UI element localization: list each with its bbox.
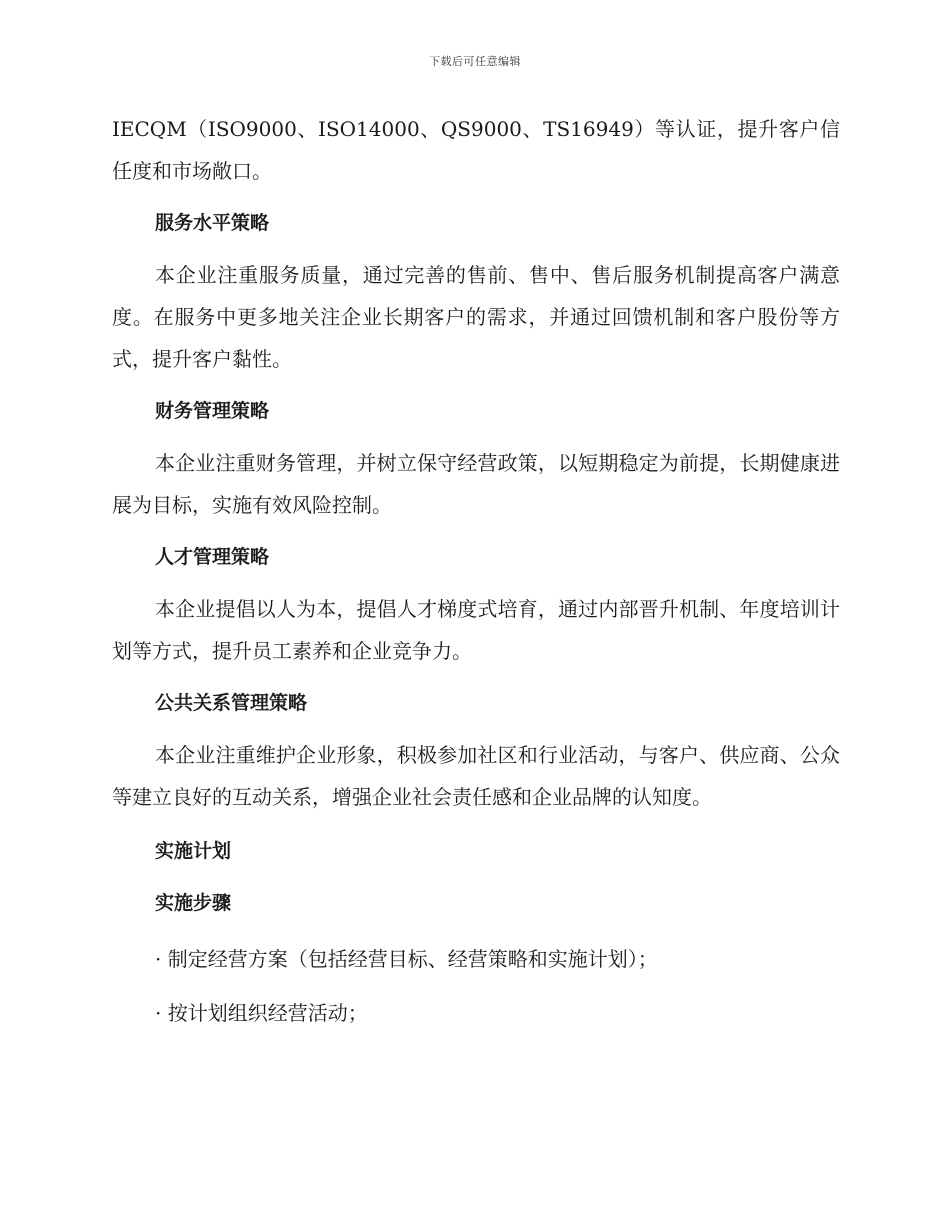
section-heading: 服务水平策略 [155,212,270,234]
section-paragraph: 本企业提倡以人为本，提倡人才梯度式培育，通过内部晋升机制、年度培训计划等方式，提升员工素养和企业竞争力。 [112,597,840,663]
intro-paragraph: IECQM（ISO9000、ISO14000、QS9000、TS16949）等认证，提升客户信任度和市场敞口。 [112,117,840,183]
steps-heading: 实施步骤 [155,892,232,914]
section-heading: 公共关系管理策略 [155,692,308,714]
section-paragraph: 本企业注重财务管理，并树立保守经营政策，以短期稳定为前提，长期健康进展为目标，实施有效风险控制。 [112,451,840,517]
document-body [112,108,840,1046]
section-talent [112,536,840,672]
plan-heading: 实施计划 [155,840,232,862]
section-service [112,202,840,380]
section-public-relations [112,682,840,818]
section-finance [112,390,840,526]
page-header: 下载后可任意编辑 [429,55,521,68]
section-paragraph: 本企业注重维护企业形象，积极参加社区和行业活动，与客户、供应商、公众等建立良好的互动关系，增强企业社会责任感和企业品牌的认知度。 [112,743,840,809]
list-item: · 制定经营方案（包括经营目标、经营策略和实施计划）； [155,947,658,971]
section-paragraph: 本企业注重服务质量，通过完善的售前、售中、售后服务机制提高客户满意度。在服务中更多地关注企业长期客户的需求，并通过回馈机制和客户股份等方式，提升客户黏性。 [112,263,840,371]
section-heading: 人才管理策略 [155,546,270,568]
section-heading: 财务管理策略 [155,400,270,422]
list-item: · 按计划组织经营活动； [155,1001,368,1025]
